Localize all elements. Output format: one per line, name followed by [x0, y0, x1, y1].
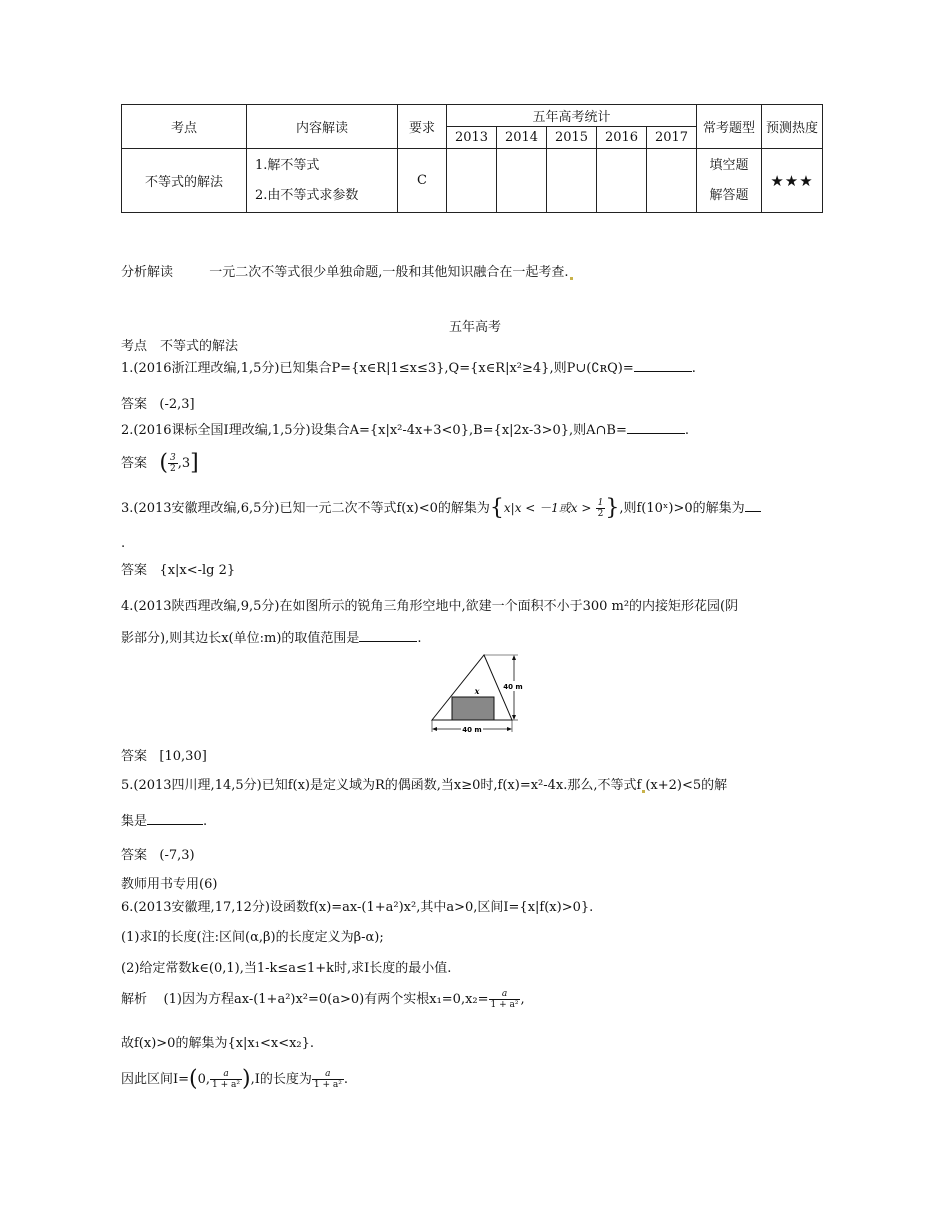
answer-3	[121, 559, 235, 578]
figure-height-label: 40 m	[503, 683, 523, 691]
jiexi-line2: 故f(x)>0的解集为{x|x₁<x<x₂}.	[121, 1036, 315, 1051]
tixing-item: 解答题	[709, 187, 749, 203]
answer-value: {x|x<-lg 2}	[159, 563, 236, 578]
header-yaoqiu: 要求	[398, 105, 447, 149]
answer-label: 答案	[121, 563, 148, 578]
year-empty-cell	[447, 149, 497, 213]
row-kaodian: 不等式的解法	[122, 149, 247, 213]
answer-1	[121, 393, 195, 412]
answer-blank	[634, 371, 692, 372]
triangle-figure	[426, 652, 526, 738]
paren-close: ]	[190, 450, 199, 476]
paren-close: )	[242, 1066, 251, 1092]
row-redu-stars: ★★★	[762, 149, 823, 213]
answer-value: (-7,3)	[159, 848, 195, 863]
answer-2	[121, 452, 199, 475]
brace-open: {	[489, 495, 504, 521]
answer-label: 答案	[121, 456, 148, 471]
header-tongji: 五年高考统计	[447, 105, 697, 127]
header-tixing: 常考题型	[697, 105, 762, 149]
question-1: 1.(2016浙江理改编,1,5分)已知集合P={x∈R|1≤x≤3},Q={x∈R|x²≥4},则P∪(∁ʀQ)= .	[121, 361, 696, 376]
question-6-sub2: (2)给定常数k∈(0,1),当1-k≤a≤1+k时,求I长度的最小值.	[121, 961, 452, 976]
header-redu: 预测热度	[762, 105, 823, 149]
solution-set-text: x|x < －1或x >	[503, 501, 592, 515]
question-5-line1: 5.(2013四川理,14,5分)已知f(x)是定义域为R的偶函数,当x≥0时,f(x)=x²-4x.那么,不等式f (x+2)<5的解	[121, 778, 728, 793]
question-6-text: 6.(2013安徽理,17,12分)设函数f(x)=ax-(1+a²)x²,其中a>0,区间I={x|f(x)>0}.	[121, 900, 594, 915]
row-yaoqiu: C	[398, 149, 447, 213]
topic-line: 考点 不等式的解法	[121, 339, 239, 354]
answer-rest: ,3	[177, 456, 191, 471]
neirong-item: 1.解不等式	[255, 157, 320, 173]
question-2: 2.(2016课标全国Ⅰ理改编,1,5分)设集合A={x|x²-4x+3<0},B={x|2x-3>0},则A∩B= .	[121, 423, 690, 438]
interval-fraction: $\frac{a}{\text{1 + a²}}$	[212, 1069, 240, 1090]
jiexi-line1: 解析 (1)因为方程ax-(1+a²)x²=0(a>0)有两个实根x₁=0,x₂= $\frac{a}{\text{1 + a²}}$ ,	[121, 989, 525, 1010]
header-neirong: 内容解读	[247, 105, 398, 149]
question-4-line2: 影部分),则其边长x(单位:m)的取值范围是 .	[121, 631, 422, 646]
neirong-item: 2.由不等式求参数	[255, 187, 359, 203]
answer-label: 答案	[121, 848, 148, 863]
answer-blank	[147, 824, 203, 825]
length-fraction: $\frac{a}{\text{1 + a²}}$	[313, 1069, 342, 1090]
year-cell: 2017	[647, 127, 697, 149]
year-empty-cell	[647, 149, 697, 213]
answer-fraction: $\frac{3}{2}$	[170, 453, 176, 474]
answer-value: [10,30]	[159, 749, 207, 764]
analysis-label: 分析解读	[121, 265, 174, 280]
paren-open: (	[189, 1066, 198, 1092]
year-cell: 2016	[597, 127, 647, 149]
brace-close: }	[605, 495, 620, 521]
year-cell: 2013	[447, 127, 497, 149]
answer-blank	[745, 511, 761, 512]
question-3-text-b: ,则f(10ˣ)>0的解集为	[619, 501, 745, 516]
year-empty-cell	[547, 149, 597, 213]
answer-blank	[627, 433, 685, 434]
question-5-line2: 集是 .	[121, 814, 208, 829]
row-neirong	[247, 149, 398, 213]
teacher-note: 教师用书专用(6)	[121, 877, 218, 892]
answer-value: (-2,3]	[159, 397, 195, 412]
root-fraction: $\frac{a}{\text{1 + a²}}$	[490, 989, 519, 1010]
year-empty-cell	[597, 149, 647, 213]
exam-stats-table	[121, 104, 823, 213]
analysis-text: 一元二次不等式很少单独命题,一般和其他知识融合在一起考查.	[209, 265, 569, 280]
row-tixing	[697, 149, 762, 213]
answer-blank	[359, 641, 417, 642]
answer-4	[121, 745, 207, 764]
year-empty-cell	[497, 149, 547, 213]
question-3	[121, 497, 761, 520]
year-cell: 2015	[547, 127, 597, 149]
jiexi-line3: 因此区间I=(0, $\frac{a}{\text{1 + a²}}$ ),I的长度为 $\frac{a}{\text{1 + a²}}$ .	[121, 1066, 348, 1092]
tixing-item: 填空题	[709, 157, 749, 173]
analysis-line	[121, 261, 573, 280]
jiexi-label: 解析	[121, 992, 148, 1007]
figure-x-label: x	[474, 686, 480, 696]
marker-dot	[570, 277, 573, 280]
answer-label: 答案	[121, 749, 148, 764]
question-3-period: .	[121, 536, 126, 551]
question-3-text-a: 3.(2013安徽理改编,6,5分)已知一元二次不等式f(x)<0的解集为	[121, 501, 490, 516]
question-2-text: 2.(2016课标全国Ⅰ理改编,1,5分)设集合A={x|x²-4x+3<0},B={x|2x-3>0},则A∩B=	[121, 423, 627, 438]
section-title: 五年高考	[448, 320, 501, 335]
paren-open: (	[159, 450, 169, 476]
question-1-text: 1.(2016浙江理改编,1,5分)已知集合P={x∈R|1≤x≤3},Q={x∈R|x²≥4},则P∪(∁ʀQ)=	[121, 361, 634, 376]
figure-base-label: 40 m	[462, 726, 482, 734]
year-cell: 2014	[497, 127, 547, 149]
header-kaodian: 考点	[122, 105, 247, 149]
question-4-line1: 4.(2013陕西理改编,9,5分)在如图所示的锐角三角形空地中,欲建一个面积不小于300 m²的内接矩形花园(阴	[121, 599, 739, 614]
answer-5	[121, 844, 195, 863]
answer-label: 答案	[121, 397, 148, 412]
question-6-sub1: (1)求I的长度(注:区间(α,β)的长度定义为β-α);	[121, 930, 384, 945]
solution-set-fraction: $\frac{1}{2}$	[597, 498, 604, 519]
